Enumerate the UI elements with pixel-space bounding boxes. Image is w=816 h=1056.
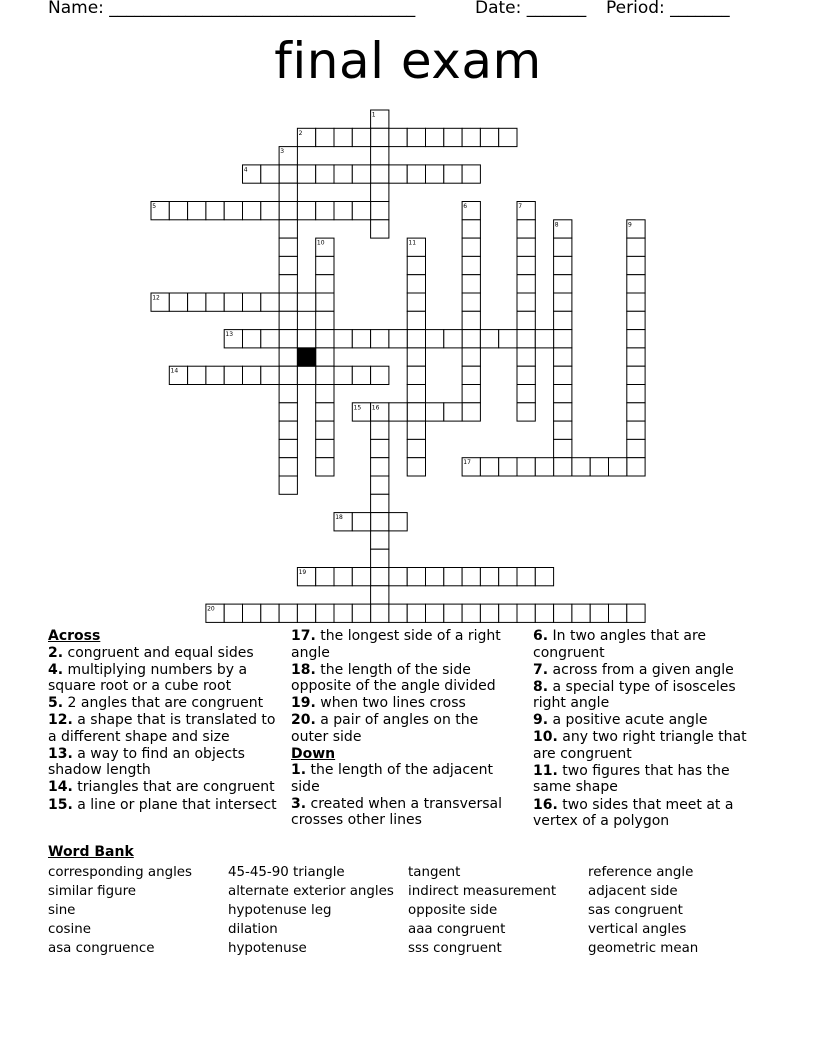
grid-cell[interactable] xyxy=(407,458,425,476)
grid-cell[interactable] xyxy=(371,476,389,494)
grid-cell[interactable] xyxy=(407,311,425,329)
clue: 14. triangles that are congruent xyxy=(48,779,275,796)
grid-cell[interactable] xyxy=(316,311,334,329)
grid-cell[interactable] xyxy=(407,330,425,348)
grid-cell[interactable] xyxy=(627,293,645,311)
grid-cell[interactable] xyxy=(407,385,425,403)
grid-cell[interactable] xyxy=(407,275,425,293)
grid-cell[interactable] xyxy=(371,330,389,348)
grid-cell[interactable] xyxy=(554,439,572,457)
grid-cell[interactable] xyxy=(334,330,352,348)
grid-cell[interactable] xyxy=(517,311,535,329)
grid-cell[interactable] xyxy=(426,128,444,146)
grid-cell[interactable] xyxy=(517,293,535,311)
grid-cell[interactable] xyxy=(407,348,425,366)
grid-cell[interactable] xyxy=(352,330,370,348)
grid-cell[interactable] xyxy=(627,238,645,256)
word-bank-column xyxy=(228,863,394,958)
grid-cell[interactable] xyxy=(279,385,297,403)
word-bank-column xyxy=(588,863,698,958)
grid-cell[interactable] xyxy=(243,366,261,384)
grid-cell[interactable] xyxy=(243,202,261,220)
grid-cell[interactable] xyxy=(517,238,535,256)
grid-cell[interactable] xyxy=(316,385,334,403)
clue-number: 7 xyxy=(518,203,523,210)
grid-cell[interactable] xyxy=(554,366,572,384)
grid-cell[interactable] xyxy=(279,293,297,311)
grid-cell[interactable] xyxy=(462,348,480,366)
grid-cell[interactable] xyxy=(279,476,297,494)
clue: 16. two sides that meet at a vertex of a polygon xyxy=(533,796,734,830)
grid-cell[interactable] xyxy=(334,202,352,220)
grid-cell[interactable] xyxy=(627,275,645,293)
across-clue-list-cont xyxy=(291,628,509,745)
grid-cell[interactable] xyxy=(590,458,608,476)
grid-cell[interactable] xyxy=(462,311,480,329)
grid-cell[interactable] xyxy=(279,458,297,476)
grid-cell[interactable] xyxy=(554,421,572,439)
grid-cell[interactable] xyxy=(444,128,462,146)
clue-number: 2 xyxy=(298,129,303,137)
clue: 9. a positive acute angle xyxy=(533,712,708,729)
grid-cell[interactable] xyxy=(517,604,535,622)
grid-cell[interactable] xyxy=(279,366,297,384)
clue: 20. a pair of angles on the outer side xyxy=(291,712,479,745)
grid-cell[interactable] xyxy=(371,494,389,512)
grid-cell[interactable] xyxy=(462,366,480,384)
grid-cell[interactable] xyxy=(371,513,389,531)
grid-cell[interactable] xyxy=(352,513,370,531)
grid-cell[interactable] xyxy=(462,385,480,403)
grid-cell[interactable] xyxy=(297,330,315,348)
word-bank-item: corresponding angles xyxy=(48,865,193,880)
clues-column-3 xyxy=(533,628,755,830)
grid-cell[interactable] xyxy=(407,421,425,439)
grid-cell[interactable] xyxy=(243,604,261,622)
grid-cell[interactable] xyxy=(407,293,425,311)
grid-cell[interactable] xyxy=(334,568,352,586)
grid-cell[interactable] xyxy=(224,604,242,622)
down-clue-list xyxy=(291,762,509,829)
grid-cell[interactable] xyxy=(389,513,407,531)
grid-cell[interactable] xyxy=(371,458,389,476)
grid-cell[interactable] xyxy=(609,604,627,622)
grid-cell[interactable] xyxy=(316,568,334,586)
grid-cell[interactable] xyxy=(371,165,389,183)
grid-cell[interactable] xyxy=(517,366,535,384)
word-bank-item: similar figure xyxy=(48,884,137,899)
grid-cell[interactable] xyxy=(627,458,645,476)
clue-number: 17 xyxy=(463,459,471,467)
grid-cell[interactable] xyxy=(462,165,480,183)
grid-cell[interactable] xyxy=(517,348,535,366)
grid-cell[interactable] xyxy=(334,366,352,384)
clue: 17. the longest side of a right angle xyxy=(291,628,501,661)
grid-cell[interactable] xyxy=(462,330,480,348)
grid-cell[interactable] xyxy=(261,366,279,384)
grid-cell[interactable] xyxy=(627,439,645,457)
grid-cell[interactable] xyxy=(371,531,389,549)
clue: 4. multiplying numbers by a square root or a cube root xyxy=(48,661,248,695)
grid-cell[interactable] xyxy=(426,604,444,622)
grid-cell[interactable] xyxy=(371,202,389,220)
grid-cell[interactable] xyxy=(316,202,334,220)
grid-cell[interactable] xyxy=(279,220,297,238)
word-bank-item: sss congruent xyxy=(408,941,502,956)
grid-cell[interactable] xyxy=(426,568,444,586)
grid-cell[interactable] xyxy=(297,202,315,220)
grid-cell[interactable] xyxy=(426,165,444,183)
grid-cell[interactable] xyxy=(389,604,407,622)
grid-cell[interactable] xyxy=(407,439,425,457)
word-bank-item: opposite side xyxy=(408,903,498,918)
grid-cell[interactable] xyxy=(316,256,334,274)
grid-cell[interactable] xyxy=(499,568,517,586)
grid-cell[interactable] xyxy=(261,293,279,311)
grid-cell[interactable] xyxy=(297,604,315,622)
grid-cell[interactable] xyxy=(371,128,389,146)
grid-cell[interactable] xyxy=(407,568,425,586)
grid-cell[interactable] xyxy=(517,256,535,274)
grid-cell[interactable] xyxy=(554,330,572,348)
grid-cell[interactable] xyxy=(462,128,480,146)
clue-number: 18 xyxy=(335,514,343,522)
grid-cell[interactable] xyxy=(316,293,334,311)
grid-cell[interactable] xyxy=(480,128,498,146)
grid-cell[interactable] xyxy=(334,165,352,183)
grid-cell[interactable] xyxy=(206,293,224,311)
grid-cell[interactable] xyxy=(462,293,480,311)
grid-cell[interactable] xyxy=(407,165,425,183)
grid-cell[interactable] xyxy=(352,568,370,586)
grid-cell[interactable] xyxy=(297,293,315,311)
grid-cell[interactable] xyxy=(316,128,334,146)
grid-cell[interactable] xyxy=(627,403,645,421)
grid-cell[interactable] xyxy=(352,128,370,146)
clue: 19. when two lines cross xyxy=(291,695,466,712)
grid-cell[interactable] xyxy=(261,165,279,183)
clue-number: 1 xyxy=(371,111,376,119)
grid-cell[interactable] xyxy=(444,604,462,622)
clue: 10. any two right triangle that are congruent xyxy=(533,729,747,762)
word-bank-item: sine xyxy=(48,903,76,918)
grid-cell[interactable] xyxy=(535,568,553,586)
clues-column-1 xyxy=(48,628,280,814)
grid-cell[interactable] xyxy=(499,458,517,476)
grid-cell[interactable] xyxy=(279,256,297,274)
grid-cell[interactable] xyxy=(279,238,297,256)
grid-cell[interactable] xyxy=(316,348,334,366)
clue-number: 14 xyxy=(170,367,179,375)
word-bank-item: indirect measurement xyxy=(408,884,557,899)
grid-cell[interactable] xyxy=(279,421,297,439)
grid-cell[interactable] xyxy=(279,165,297,183)
grid-cell[interactable] xyxy=(554,348,572,366)
grid-cell[interactable] xyxy=(535,458,553,476)
grid-cell[interactable] xyxy=(627,348,645,366)
word-bank-item: tangent xyxy=(408,865,461,880)
clue-number: 5 xyxy=(152,203,157,210)
grid-cell[interactable] xyxy=(243,330,261,348)
grid-cell[interactable] xyxy=(188,366,206,384)
clues-column-2 xyxy=(291,628,509,830)
grid-cell[interactable] xyxy=(627,604,645,622)
grid-cell[interactable] xyxy=(554,238,572,256)
grid-cell[interactable] xyxy=(535,604,553,622)
grid-cell[interactable] xyxy=(371,549,389,567)
grid-cell[interactable] xyxy=(517,385,535,403)
grid-cell[interactable] xyxy=(206,202,224,220)
word-bank-item: dilation xyxy=(228,922,278,937)
grid-cell[interactable] xyxy=(426,330,444,348)
grid-cell[interactable] xyxy=(206,366,224,384)
grid-cell[interactable] xyxy=(316,439,334,457)
grid-cell[interactable] xyxy=(279,275,297,293)
clue: 12. a shape that is translated to a different shape and size xyxy=(48,712,276,745)
word-bank-column xyxy=(408,863,556,958)
grid-cell[interactable] xyxy=(371,220,389,238)
grid-cell[interactable] xyxy=(169,202,187,220)
grid-cell[interactable] xyxy=(462,275,480,293)
grid-cell[interactable] xyxy=(316,330,334,348)
grid-cell[interactable] xyxy=(371,604,389,622)
grid-cell[interactable] xyxy=(572,458,590,476)
clue: 6. In two angles that are congruent xyxy=(533,628,707,661)
grid-cell[interactable] xyxy=(316,366,334,384)
grid-cell[interactable] xyxy=(279,604,297,622)
grid-cell[interactable] xyxy=(480,458,498,476)
clue-number: 16 xyxy=(371,404,380,412)
grid-cell[interactable] xyxy=(627,330,645,348)
grid-cell[interactable] xyxy=(444,403,462,421)
grid-cell[interactable] xyxy=(554,275,572,293)
clue: 7. across from a given angle xyxy=(533,661,734,678)
grid-cell[interactable] xyxy=(316,421,334,439)
grid-cell[interactable] xyxy=(371,366,389,384)
across-clue-list xyxy=(48,645,280,814)
grid-cell[interactable] xyxy=(297,366,315,384)
grid-cell[interactable] xyxy=(352,366,370,384)
grid-cell[interactable] xyxy=(517,220,535,238)
grid-cell[interactable] xyxy=(279,202,297,220)
word-bank-item: vertical angles xyxy=(588,922,687,937)
down-heading: Down xyxy=(291,745,336,762)
clue-number: 13 xyxy=(225,331,234,339)
grid-cell[interactable] xyxy=(261,330,279,348)
word-bank-item: hypotenuse xyxy=(228,941,307,956)
grid-cell[interactable] xyxy=(279,311,297,329)
grid-cell[interactable] xyxy=(627,256,645,274)
grid-cell[interactable] xyxy=(517,403,535,421)
grid-cell[interactable] xyxy=(517,275,535,293)
grid-cell[interactable] xyxy=(407,403,425,421)
word-bank-item: asa congruence xyxy=(48,941,155,956)
grid-cell[interactable] xyxy=(407,366,425,384)
grid-cell[interactable] xyxy=(627,366,645,384)
grid-cell[interactable] xyxy=(188,293,206,311)
clue-number: 8 xyxy=(554,221,559,229)
grid-cell[interactable] xyxy=(261,604,279,622)
grid-cell[interactable] xyxy=(389,128,407,146)
word-bank-item: aaa congruent xyxy=(408,922,506,937)
grid-cell[interactable] xyxy=(480,568,498,586)
grid-cell[interactable] xyxy=(444,330,462,348)
grid-cell[interactable] xyxy=(627,385,645,403)
grid-cell[interactable] xyxy=(279,183,297,201)
grid-cell[interactable] xyxy=(316,275,334,293)
clue-number: 3 xyxy=(280,148,285,156)
grid-cell[interactable] xyxy=(480,604,498,622)
grid-cell[interactable] xyxy=(554,385,572,403)
grid-cell[interactable] xyxy=(297,165,315,183)
grid-cell[interactable] xyxy=(371,586,389,604)
grid-cell[interactable] xyxy=(334,604,352,622)
grid-cell[interactable] xyxy=(279,403,297,421)
down-clue-list-cont xyxy=(533,628,755,830)
grid-cell[interactable] xyxy=(279,330,297,348)
grid-cell[interactable] xyxy=(407,128,425,146)
grid-cell[interactable] xyxy=(389,165,407,183)
grid-cell[interactable] xyxy=(517,568,535,586)
clue: 3. created when a transversal crosses other lines xyxy=(291,795,502,829)
grid-cell[interactable] xyxy=(334,128,352,146)
clue: 1. the length of the adjacent side xyxy=(291,762,493,795)
clue: 5. 2 angles that are congruent xyxy=(48,695,264,712)
clue: 11. two figures that has the same shape xyxy=(533,762,730,796)
clue-number: 10 xyxy=(316,239,325,247)
word-bank-item: alternate exterior angles xyxy=(228,884,394,899)
grid-cell[interactable] xyxy=(462,238,480,256)
page-title: final exam xyxy=(274,32,542,90)
grid-cell[interactable] xyxy=(480,330,498,348)
grid-cell[interactable] xyxy=(224,202,242,220)
grid-cell[interactable] xyxy=(499,330,517,348)
clue-number: 6 xyxy=(463,203,468,210)
grid-cell[interactable] xyxy=(554,403,572,421)
grid-cell[interactable] xyxy=(554,311,572,329)
word-bank-item: geometric mean xyxy=(588,941,699,956)
grid-cell[interactable] xyxy=(188,202,206,220)
grid-cell[interactable] xyxy=(554,293,572,311)
clue-number: 9 xyxy=(628,221,632,229)
grid-cell[interactable] xyxy=(316,458,334,476)
grid-cell[interactable] xyxy=(352,165,370,183)
grid-cell[interactable] xyxy=(554,604,572,622)
grid-cell[interactable] xyxy=(371,439,389,457)
grid-cell[interactable] xyxy=(462,256,480,274)
grid-cell[interactable] xyxy=(554,458,572,476)
grid-cell[interactable] xyxy=(389,403,407,421)
grid-cell[interactable] xyxy=(352,604,370,622)
word-bank-title: Word Bank xyxy=(48,844,134,860)
grid-cell[interactable] xyxy=(407,256,425,274)
grid-cell[interactable] xyxy=(352,202,370,220)
word-bank-item: cosine xyxy=(48,922,91,937)
word-bank-item: adjacent side xyxy=(588,884,678,899)
grid-cell[interactable] xyxy=(572,604,590,622)
clue: 13. a way to find an objects shadow length xyxy=(48,745,245,779)
grid-cell[interactable] xyxy=(261,202,279,220)
grid-cell[interactable] xyxy=(462,403,480,421)
grid-cell[interactable] xyxy=(462,220,480,238)
period-field[interactable]: Period: _______ xyxy=(606,0,730,18)
clue-number: 15 xyxy=(353,404,362,412)
grid-cell[interactable] xyxy=(407,604,425,622)
clue-number: 12 xyxy=(152,294,160,302)
grid-cell[interactable] xyxy=(499,604,517,622)
grid-cell[interactable] xyxy=(535,330,553,348)
grid-cell[interactable] xyxy=(462,604,480,622)
word-bank-item: reference angle xyxy=(588,865,694,880)
grid-cell[interactable] xyxy=(279,348,297,366)
grid-cell[interactable] xyxy=(499,128,517,146)
grid-cell[interactable] xyxy=(371,147,389,165)
grid-cell[interactable] xyxy=(316,403,334,421)
grid-cell[interactable] xyxy=(462,568,480,586)
clue-number: 11 xyxy=(408,239,417,247)
grid-cell[interactable] xyxy=(389,568,407,586)
grid-cell[interactable] xyxy=(389,330,407,348)
grid-cell[interactable] xyxy=(444,165,462,183)
grid-cell[interactable] xyxy=(627,311,645,329)
clue: 18. the length of the side opposite of the angle divided xyxy=(291,661,496,695)
grid-cell[interactable] xyxy=(371,421,389,439)
grid-cell[interactable] xyxy=(316,165,334,183)
grid-cell[interactable] xyxy=(590,604,608,622)
name-field[interactable]: Name: ____________________________________ xyxy=(48,0,416,18)
across-heading: Across xyxy=(48,628,101,644)
clue-number: 19 xyxy=(298,569,307,576)
grid-cell[interactable] xyxy=(371,568,389,586)
grid-cell[interactable] xyxy=(444,568,462,586)
grid-cell[interactable] xyxy=(243,293,261,311)
grid-cell[interactable] xyxy=(517,330,535,348)
clue: 2. congruent and equal sides xyxy=(48,644,254,661)
word-bank-item: sas congruent xyxy=(588,903,683,918)
grid-cell[interactable] xyxy=(224,293,242,311)
grid-cell[interactable] xyxy=(224,366,242,384)
blocked-cell xyxy=(297,348,315,366)
grid-cell[interactable] xyxy=(316,604,334,622)
grid-cell[interactable] xyxy=(169,293,187,311)
clue: 8. a special type of isosceles right angle xyxy=(533,678,736,712)
grid-cell[interactable] xyxy=(627,421,645,439)
clue: 15. a line or plane that intersect xyxy=(48,796,277,813)
clue-number: 20 xyxy=(207,605,215,613)
word-bank-item: hypotenuse leg xyxy=(228,903,332,918)
grid-cell[interactable] xyxy=(426,403,444,421)
word-bank-item: 45-45-90 triangle xyxy=(228,865,345,880)
clue-number: 4 xyxy=(243,166,248,174)
grid-cell[interactable] xyxy=(609,458,627,476)
grid-cell[interactable] xyxy=(517,458,535,476)
grid-cell[interactable] xyxy=(554,256,572,274)
date-field[interactable]: Date: _______ xyxy=(475,0,587,18)
grid-cell[interactable] xyxy=(371,183,389,201)
grid-cell[interactable] xyxy=(279,439,297,457)
word-bank-column xyxy=(48,863,192,958)
